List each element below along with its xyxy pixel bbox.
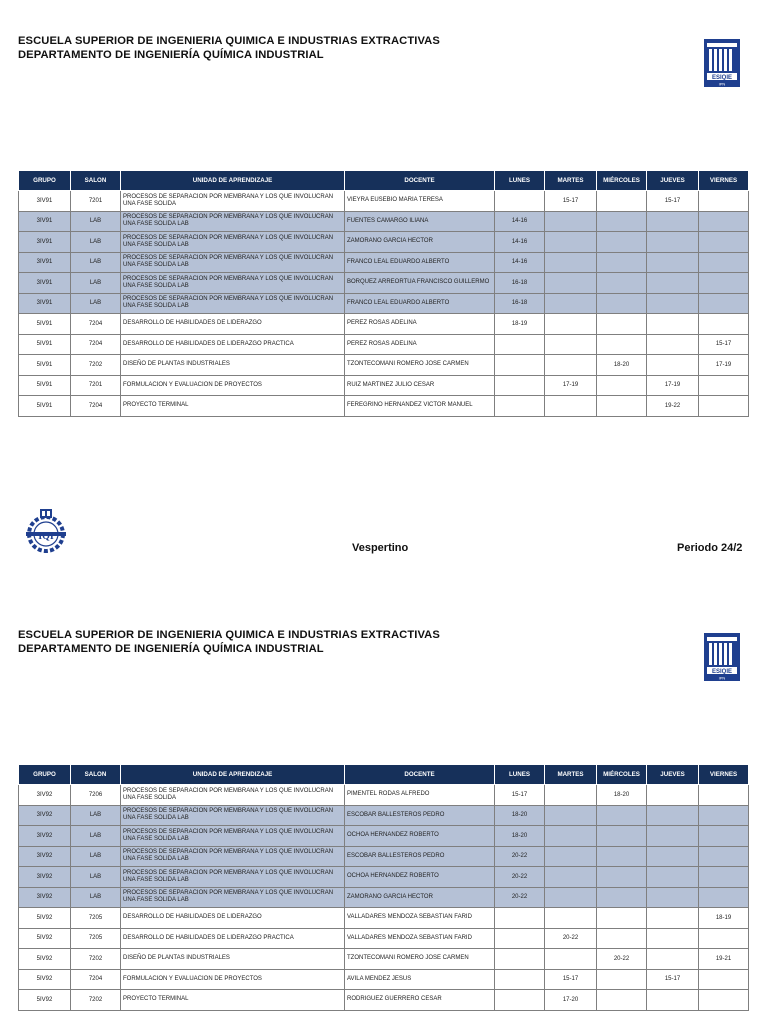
col-grupo: GRUPO [19,765,71,785]
cell-lunes [495,355,545,376]
cell-salon: LAB [71,293,121,314]
table-row [19,293,749,314]
cell-docente: AVILA MENDEZ JESUS [345,969,495,990]
cell-jueves [647,252,699,273]
cell-unidad: PROCESOS DE SEPARACION POR MEMBRANA Y LOS QUE INVOLUCRAN UNA FASE SOLIDA LAB [121,805,345,826]
table-row [19,375,749,396]
cell-unidad: PROCESOS DE SEPARACION POR MEMBRANA Y LOS QUE INVOLUCRAN UNA FASE SOLIDA LAB [121,232,345,253]
cell-unidad: DISEÑO DE PLANTAS INDUSTRIALES [121,355,345,376]
cell-jueves [647,928,699,949]
cell-lunes: 18-20 [495,805,545,826]
cell-grupo: 3IV91 [19,211,71,232]
cell-viernes [699,273,749,294]
cell-viernes [699,191,749,212]
cell-unidad: PROCESOS DE SEPARACION POR MEMBRANA Y LOS QUE INVOLUCRAN UNA FASE SOLIDA LAB [121,273,345,294]
cell-grupo: 5IV91 [19,375,71,396]
cell-martes [545,314,597,335]
table-row [19,867,749,888]
cell-salon: 7205 [71,908,121,929]
cell-miercoles [597,273,647,294]
cell-lunes: 20-22 [495,887,545,908]
cell-miercoles: 20-22 [597,949,647,970]
table-row [19,846,749,867]
svg-text:IPN: IPN [718,675,726,681]
cell-grupo: 3IV92 [19,826,71,847]
cell-unidad: PROCESOS DE SEPARACION POR MEMBRANA Y LOS QUE INVOLUCRAN UNA FASE SOLIDA LAB [121,887,345,908]
col-docente: DOCENTE [345,765,495,785]
cell-salon: 7202 [71,949,121,970]
cell-miercoles [597,232,647,253]
cell-miercoles [597,375,647,396]
cell-miercoles [597,969,647,990]
cell-unidad: PROYECTO TERMINAL [121,396,345,417]
cell-docente: ESCOBAR BALLESTEROS PEDRO [345,846,495,867]
cell-martes [545,273,597,294]
cell-lunes [495,949,545,970]
cell-viernes [699,887,749,908]
table-row [19,273,749,294]
page-footer [0,500,768,570]
cell-unidad: PROCESOS DE SEPARACION POR MEMBRANA Y LOS QUE INVOLUCRAN UNA FASE SOLIDA LAB [121,867,345,888]
cell-grupo: 3IV92 [19,805,71,826]
cell-martes [545,887,597,908]
cell-viernes [699,846,749,867]
cell-viernes [699,805,749,826]
cell-miercoles [597,334,647,355]
cell-salon: LAB [71,887,121,908]
cell-martes [545,846,597,867]
cell-docente: VIEYRA EUSEBIO MARIA TERESA [345,191,495,212]
cell-miercoles [597,252,647,273]
svg-text:IPN: IPN [718,81,726,87]
cell-viernes: 19-21 [699,949,749,970]
cell-martes [545,785,597,806]
cell-viernes [699,396,749,417]
cell-salon: 7201 [71,191,121,212]
table-row [19,805,749,826]
cell-miercoles [597,396,647,417]
cell-martes [545,355,597,376]
table-header-row [19,765,749,785]
cell-lunes: 14-16 [495,252,545,273]
cell-salon: LAB [71,826,121,847]
cell-lunes: 16-18 [495,273,545,294]
cell-jueves [647,887,699,908]
cell-jueves: 15-17 [647,969,699,990]
cell-lunes [495,334,545,355]
periodo-label: Periodo 24/2 [677,542,743,554]
cell-martes [545,232,597,253]
cell-viernes: 18-19 [699,908,749,929]
cell-grupo: 3IV92 [19,846,71,867]
cell-miercoles [597,928,647,949]
cell-jueves [647,908,699,929]
cell-grupo: 3IV91 [19,293,71,314]
cell-miercoles [597,867,647,888]
cell-salon: 7202 [71,990,121,1011]
cell-lunes: 16-18 [495,293,545,314]
cell-docente: ZAMORANO GARCIA HECTOR [345,232,495,253]
cell-docente: VALLADARES MENDOZA SEBASTIAN FARID [345,928,495,949]
cell-grupo: 5IV92 [19,908,71,929]
cell-salon: LAB [71,252,121,273]
cell-jueves [647,867,699,888]
cell-docente: PEREZ ROSAS ADELINA [345,334,495,355]
cell-viernes [699,785,749,806]
cell-grupo: 3IV92 [19,887,71,908]
cell-unidad: DESARROLLO DE HABILIDADES DE LIDERAZGO [121,908,345,929]
cell-jueves [647,846,699,867]
cell-grupo: 3IV91 [19,232,71,253]
cell-jueves: 15-17 [647,191,699,212]
cell-unidad: FORMULACION Y EVALUACION DE PROYECTOS [121,375,345,396]
department-title-2: DEPARTAMENTO DE INGENIERÍA QUÍMICA INDUSTRIAL [18,643,324,655]
svg-text:IQI: IQI [38,531,54,542]
table-header-row [19,171,749,191]
cell-docente: PIMENTEL RODAS ALFREDO [345,785,495,806]
esiqie-logo-2 [702,631,742,683]
school-title: ESCUELA SUPERIOR DE INGENIERIA QUIMICA E INDUSTRIAS EXTRACTIVAS [18,35,440,47]
table-row [19,355,749,376]
cell-jueves: 19-22 [647,396,699,417]
cell-jueves [647,826,699,847]
col-salon: SALON [71,171,121,191]
cell-miercoles: 18-20 [597,785,647,806]
cell-unidad: PROCESOS DE SEPARACION POR MEMBRANA Y LOS QUE INVOLUCRAN UNA FASE SOLIDA LAB [121,846,345,867]
cell-martes: 17-20 [545,990,597,1011]
cell-martes [545,949,597,970]
cell-viernes [699,990,749,1011]
cell-unidad: DISEÑO DE PLANTAS INDUSTRIALES [121,949,345,970]
cell-jueves [647,785,699,806]
col-lunes: LUNES [495,765,545,785]
table-row [19,949,749,970]
cell-unidad: PROCESOS DE SEPARACION POR MEMBRANA Y LOS QUE INVOLUCRAN UNA FASE SOLIDA [121,191,345,212]
cell-lunes [495,375,545,396]
col-salon: SALON [71,765,121,785]
cell-martes [545,867,597,888]
cell-lunes: 15-17 [495,785,545,806]
cell-docente: RUIZ MARTINEZ JULIO CESAR [345,375,495,396]
cell-docente: VALLADARES MENDOZA SEBASTIAN FARID [345,908,495,929]
col-lunes: LUNES [495,171,545,191]
cell-miercoles [597,908,647,929]
cell-jueves [647,334,699,355]
col-miercoles: MIÉRCOLES [597,171,647,191]
cell-martes [545,211,597,232]
cell-salon: LAB [71,846,121,867]
cell-lunes [495,969,545,990]
table-row [19,232,749,253]
iqi-logo [24,506,68,558]
cell-lunes: 14-16 [495,211,545,232]
svg-text:ESIQIE: ESIQIE [711,669,733,675]
cell-docente: FRANCO LEAL EDUARDO ALBERTO [345,293,495,314]
cell-lunes: 14-16 [495,232,545,253]
cell-jueves [647,949,699,970]
cell-grupo: 3IV91 [19,273,71,294]
cell-viernes [699,928,749,949]
table-row [19,887,749,908]
cell-lunes [495,990,545,1011]
cell-unidad: DESARROLLO DE HABILIDADES DE LIDERAZGO PRACTICA [121,928,345,949]
cell-lunes: 20-22 [495,846,545,867]
cell-grupo: 3IV91 [19,252,71,273]
cell-grupo: 5IV92 [19,928,71,949]
cell-martes: 15-17 [545,969,597,990]
turno-label: Vespertino [352,542,409,554]
cell-docente: OCHOA HERNANDEZ ROBERTO [345,867,495,888]
cell-salon: 7204 [71,396,121,417]
cell-martes [545,805,597,826]
cell-viernes [699,293,749,314]
cell-viernes: 17-19 [699,355,749,376]
cell-viernes [699,867,749,888]
cell-martes: 20-22 [545,928,597,949]
cell-unidad: PROCESOS DE SEPARACION POR MEMBRANA Y LOS QUE INVOLUCRAN UNA FASE SOLIDA LAB [121,252,345,273]
cell-grupo: 3IV92 [19,867,71,888]
table-row [19,990,749,1011]
cell-salon: LAB [71,232,121,253]
cell-lunes: 18-19 [495,314,545,335]
cell-grupo: 5IV91 [19,334,71,355]
cell-miercoles [597,293,647,314]
cell-unidad: PROCESOS DE SEPARACION POR MEMBRANA Y LOS QUE INVOLUCRAN UNA FASE SOLIDA LAB [121,293,345,314]
schedule-table-1 [18,170,749,417]
col-jueves: JUEVES [647,765,699,785]
cell-martes [545,908,597,929]
col-martes: MARTES [545,171,597,191]
department-title: DEPARTAMENTO DE INGENIERÍA QUÍMICA INDUSTRIAL [18,49,324,61]
cell-martes [545,334,597,355]
table-row [19,211,749,232]
cell-martes [545,826,597,847]
cell-grupo: 5IV91 [19,355,71,376]
col-viernes: VIERNES [699,765,749,785]
table-row [19,252,749,273]
table-row [19,785,749,806]
cell-lunes [495,396,545,417]
cell-miercoles [597,826,647,847]
cell-docente: PEREZ ROSAS ADELINA [345,314,495,335]
cell-martes [545,396,597,417]
table-row [19,191,749,212]
cell-jueves [647,805,699,826]
cell-viernes [699,375,749,396]
cell-jueves: 17-19 [647,375,699,396]
table-row [19,969,749,990]
cell-miercoles: 18-20 [597,355,647,376]
cell-salon: 7204 [71,334,121,355]
cell-lunes: 18-20 [495,826,545,847]
cell-unidad: PROCESOS DE SEPARACION POR MEMBRANA Y LOS QUE INVOLUCRAN UNA FASE SOLIDA LAB [121,211,345,232]
schedule-table-2 [18,764,749,1011]
col-jueves: JUEVES [647,171,699,191]
cell-martes [545,252,597,273]
cell-jueves [647,232,699,253]
cell-docente: FRANCO LEAL EDUARDO ALBERTO [345,252,495,273]
cell-grupo: 5IV92 [19,949,71,970]
col-martes: MARTES [545,765,597,785]
cell-martes [545,293,597,314]
cell-docente: TZONTECOMANI ROMERO JOSE CARMEN [345,949,495,970]
cell-miercoles [597,191,647,212]
col-docente: DOCENTE [345,171,495,191]
svg-text:ESIQIE: ESIQIE [711,75,733,81]
cell-docente: FUENTES CAMARGO ILIANA [345,211,495,232]
cell-unidad: DESARROLLO DE HABILIDADES DE LIDERAZGO PRACTICA [121,334,345,355]
col-viernes: VIERNES [699,171,749,191]
cell-unidad: PROCESOS DE SEPARACION POR MEMBRANA Y LOS QUE INVOLUCRAN UNA FASE SOLIDA LAB [121,826,345,847]
cell-miercoles [597,887,647,908]
school-title-2: ESCUELA SUPERIOR DE INGENIERIA QUIMICA E INDUSTRIAS EXTRACTIVAS [18,629,440,641]
cell-unidad: DESARROLLO DE HABILIDADES DE LIDERAZGO [121,314,345,335]
cell-jueves [647,211,699,232]
col-grupo: GRUPO [19,171,71,191]
cell-viernes [699,232,749,253]
cell-jueves [647,273,699,294]
cell-grupo: 5IV91 [19,314,71,335]
cell-viernes: 15-17 [699,334,749,355]
cell-salon: 7204 [71,969,121,990]
cell-miercoles [597,211,647,232]
cell-viernes [699,826,749,847]
cell-lunes: 20-22 [495,867,545,888]
cell-lunes [495,191,545,212]
cell-unidad: PROYECTO TERMINAL [121,990,345,1011]
cell-lunes [495,928,545,949]
cell-miercoles [597,805,647,826]
cell-grupo: 5IV92 [19,969,71,990]
cell-martes: 15-17 [545,191,597,212]
table-row [19,826,749,847]
cell-grupo: 5IV92 [19,990,71,1011]
cell-miercoles [597,846,647,867]
cell-docente: TZONTECOMANI ROMERO JOSE CARMEN [345,355,495,376]
cell-lunes [495,908,545,929]
esiqie-logo [702,37,742,89]
cell-docente: OCHOA HERNANDEZ ROBERTO [345,826,495,847]
cell-viernes [699,252,749,273]
cell-salon: LAB [71,805,121,826]
cell-grupo: 3IV91 [19,191,71,212]
table-row [19,908,749,929]
table-row [19,334,749,355]
table-row [19,928,749,949]
col-unidad: UNIDAD DE APRENDIZAJE [121,765,345,785]
col-unidad: UNIDAD DE APRENDIZAJE [121,171,345,191]
cell-jueves [647,990,699,1011]
cell-docente: BORQUEZ ARREORTUA FRANCISCO GUILLERMO [345,273,495,294]
cell-viernes [699,969,749,990]
cell-salon: 7201 [71,375,121,396]
cell-unidad: PROCESOS DE SEPARACION POR MEMBRANA Y LOS QUE INVOLUCRAN UNA FASE SOLIDA [121,785,345,806]
cell-viernes [699,211,749,232]
cell-salon: LAB [71,211,121,232]
cell-viernes [699,314,749,335]
cell-docente: RODRIGUEZ GUERRERO CESAR [345,990,495,1011]
cell-grupo: 5IV91 [19,396,71,417]
cell-martes: 17-19 [545,375,597,396]
cell-docente: ESCOBAR BALLESTEROS PEDRO [345,805,495,826]
cell-miercoles [597,990,647,1011]
cell-miercoles [597,314,647,335]
cell-jueves [647,355,699,376]
table-row [19,314,749,335]
cell-salon: LAB [71,273,121,294]
cell-unidad: FORMULACION Y EVALUACION DE PROYECTOS [121,969,345,990]
cell-salon: LAB [71,867,121,888]
cell-salon: 7206 [71,785,121,806]
cell-salon: 7204 [71,314,121,335]
table-row [19,396,749,417]
cell-jueves [647,293,699,314]
cell-salon: 7205 [71,928,121,949]
cell-jueves [647,314,699,335]
cell-docente: FEREGRINO HERNANDEZ VICTOR MANUEL [345,396,495,417]
cell-salon: 7202 [71,355,121,376]
cell-docente: ZAMORANO GARCIA HECTOR [345,887,495,908]
cell-grupo: 3IV92 [19,785,71,806]
col-miercoles: MIÉRCOLES [597,765,647,785]
